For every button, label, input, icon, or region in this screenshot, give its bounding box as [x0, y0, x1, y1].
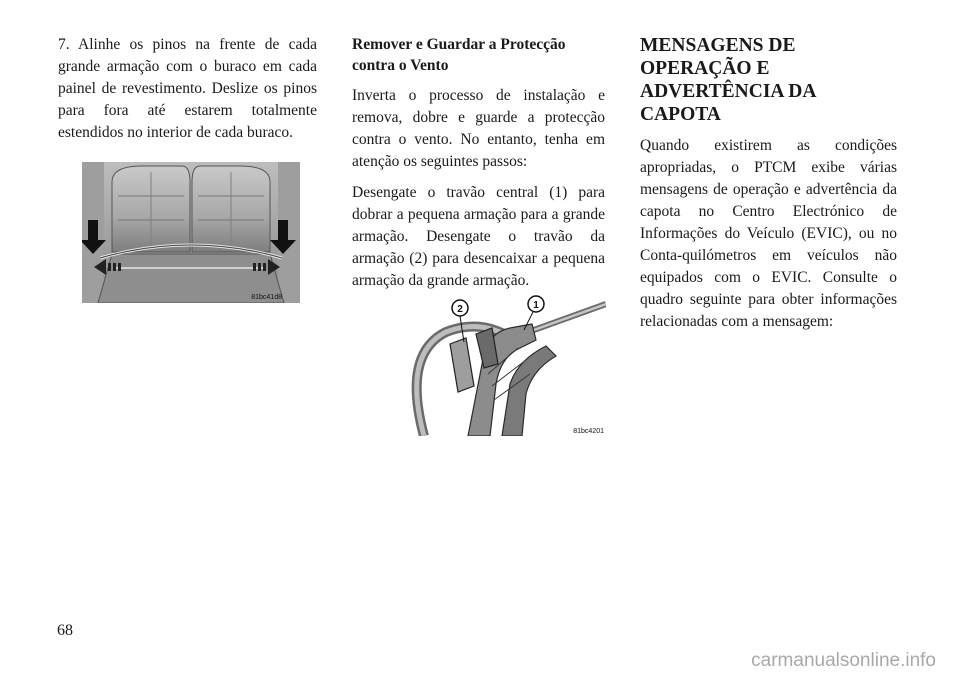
wind-deflector-frame-figure [406, 294, 606, 436]
page-number: 68 [57, 622, 73, 639]
column-left [58, 34, 317, 153]
remove-store-paragraph: Inverta o processo de instalação e remova, dobre e guarde a protecção contra o vento. No entanto, tenha em atenção os seguintes passos: [352, 87, 605, 170]
frame-latch-illustration [406, 294, 606, 436]
seat-frame-illustration [82, 162, 300, 303]
section-subheading: Remover e Guardar a Protecção contra o Vento [352, 36, 566, 74]
figure-code-label: 81bc41d8 [251, 294, 282, 301]
disengage-latch-paragraph: Desengate o travão central (1) para dobrar a pequena armação para a grande armação. Desengate o travão da armação (2) para desencaixar a pequena armação da grande armação. [352, 184, 605, 289]
callout-1: 1 [533, 300, 539, 311]
column-right [640, 34, 897, 342]
column-middle [352, 34, 605, 301]
watermark: carmanualsonline.info [751, 650, 936, 671]
seat-frame-figure [82, 162, 300, 303]
step-7-text: 7. Alinhe os pinos na frente de cada grande armação com o buraco em cada painel de revestimento. Deslize os pinos para fora até estarem totalmente estendidos no interior de cada buraco. [58, 36, 317, 141]
section-heading: MENSAGENS DE OPERAÇÃO E ADVERTÊNCIA DA CAPOTA [640, 35, 816, 125]
messages-paragraph: Quando existirem as condições apropriadas, o PTCM exibe várias mensagens de operação e advertência da capota no Centro Electrónico de Informações do Veículo (EVIC), ou no Conta-quilómetros em veículos não equipados com o EVIC. Consulte o quadro seguinte para obter informações relacionadas com a mensagem: [640, 137, 897, 330]
callout-2: 2 [457, 304, 463, 315]
figure-code-label: 81bc4201 [573, 428, 604, 435]
